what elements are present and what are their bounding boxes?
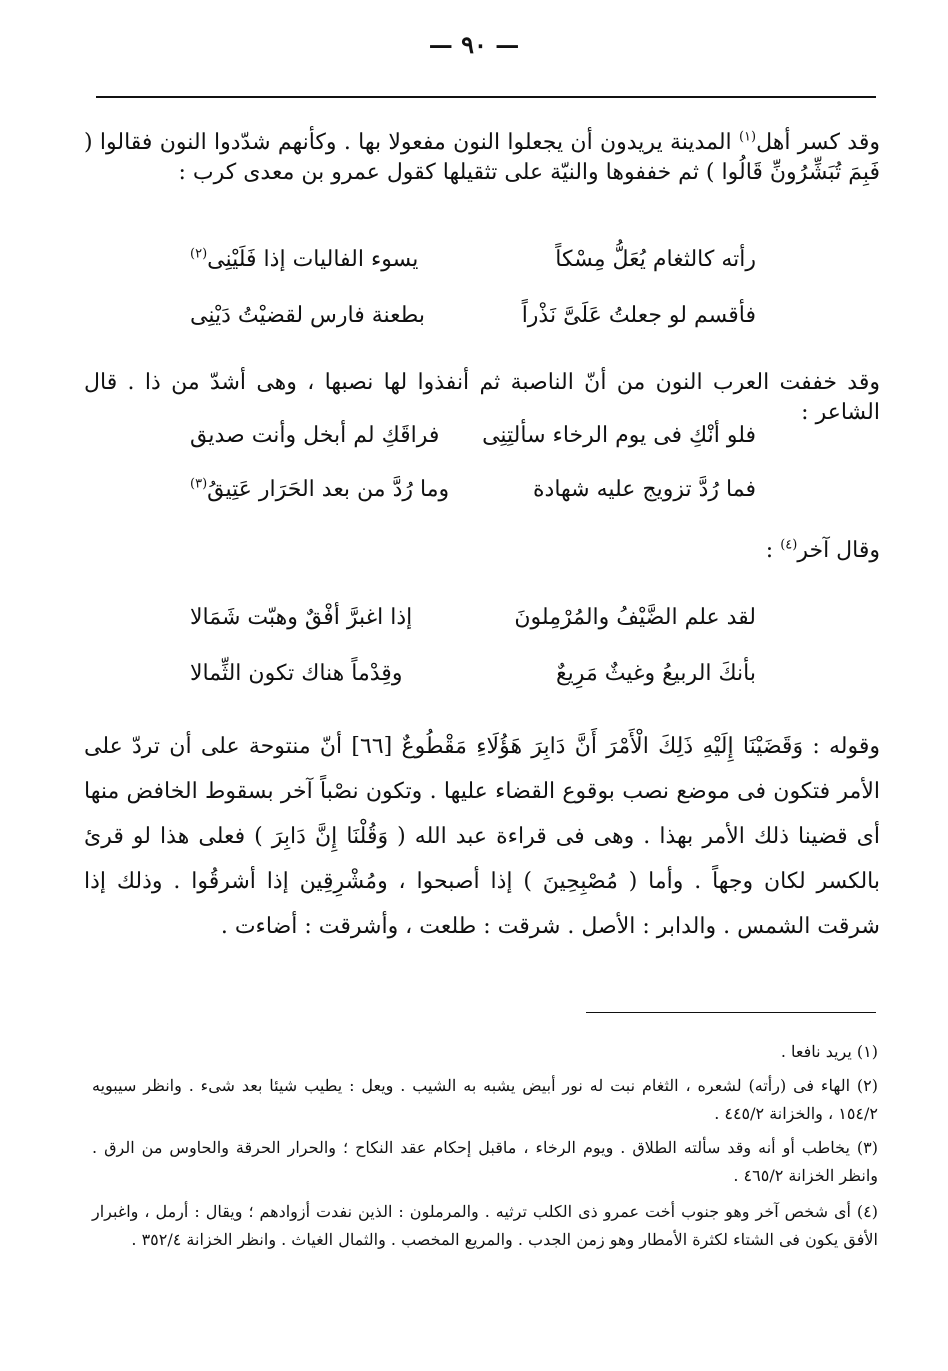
verse-hemistich-first: فما رُدَّ تزويج عليه شهادة: [533, 477, 756, 502]
verse-hemistich-second: [190, 470, 449, 510]
paragraph-qala-akhar: [84, 536, 880, 566]
paragraph-khaffafat: وقد خففت العرب النون من أنّ الناصبة ثم أنفذوا لها نصبها ، وهى أشدّ من ذا . قال الشاعر :: [84, 370, 880, 425]
verse-line: [190, 296, 756, 336]
verse-hemistich-second: فراقَكِ لم أبخل وأنت صديق: [190, 423, 440, 448]
paragraph-qala-akhar-text: وقال آخر: [797, 538, 880, 563]
paragraph-qala-akhar-rest: :: [765, 538, 781, 563]
verse-hemistich-second-text: وما رُدَّ من بعد الحَرَار عَتِيقُ: [207, 477, 450, 502]
footnote-ref-2: (٢): [190, 246, 208, 262]
verse-line: [190, 654, 756, 694]
paragraph-intro-text: وقد كسر أهل: [756, 130, 880, 155]
verse-hemistich-first: رأته كالثغام يُعَلُّ مِسْكاً: [555, 247, 756, 272]
verse-hemistich-first: فلو أنْكِ فى يوم الرخاء سألتِنِى: [482, 423, 756, 448]
footnote-3: (٣) يخاطب أو أنه وقد سألته الطلاق . ويوم الرخاء ، ماقبل إحكام عقد النكاح ؛ والحرار الحرقة والحاوس من الرق . وانظر الخزانة ٤٦٥/٢ .: [92, 1138, 878, 1185]
footnote-ref-4: (٤): [780, 537, 798, 553]
verse-line: [190, 416, 756, 456]
footnote-rule: [586, 1012, 876, 1013]
verse-hemistich-first: بأنكَ الربيعُ وغيثٌ مَرِيعٌ: [555, 661, 756, 686]
verse-hemistich-second: وقِدْماً هناك تكون الثِّمالا: [190, 661, 403, 686]
verse-hemistich-first: فأقسم لو جعلتُ عَلَىَّ نَذْراً: [521, 303, 756, 328]
paragraph-intro-rest: المدينة يريدون أن يجعلوا النون مفعولا بها . وكأنهم شدّدوا النون فقالوا ( فَبِمَ تُبَشِّرُونِّ قَالُوا ) ثم خففوها والنيّة على تثقيلها كقول عمرو بن معدى كرب :: [84, 130, 880, 185]
verse-line: [190, 240, 756, 280]
verse-hemistich-first: لقد علم الضَّيْفُ والمُرْمِلونَ: [514, 605, 756, 630]
paragraph-qawluhu: وقوله : وَقَضَيْنَا إِلَيْهِ ذَلِكَ الْأَمْرَ أَنَّ دَابِرَ هَؤُلَاءِ مَقْطُوعٌ [٦٦] أنّ منتوحة على أن تردّ على الأمر فتكون فى موضع نصب بوقوع القضاء عليها . وتكون نصْباً آخر بسقوط الخافض منها أى قضينا ذلك الأمر بهذا . وهى فى قراءة عبد الله ( وَقُلْنَا إِنَّ دَابِرَ ) فعلى هذا لو قرئ بالكسر لكان وجهاً . وأما ( مُصْبِحِينَ ) إذا أصبحوا ، ومُشْرِقِين إذا أشرقُوا . وذلك إذا شرقت الشمس . والدابر : الأصل . شرقت : طلعت ، وأشرقت : أضاءت .: [84, 734, 880, 939]
verse-hemistich-second-text: يسوء الفاليات إذا فَلَيْنِى: [207, 247, 419, 272]
verse-line: [190, 470, 756, 510]
footnote-ref-1: (١): [738, 129, 757, 145]
header-rule: [96, 96, 876, 98]
footnote-4: (٤) أى شخص آخر وهو جنوب أخت عمرو ذى الكلب ترثيه . والمرملون : الذين نفدت أزوادهم ؛ ويقال : أرمل ، واغبرار الأفق يكون فى الشتاء لكثرة الأمطار وهو زمن الجدب . والمريع المخصب . والثمال الغياث . وانظر الخزانة ٣٥٢/٤ .: [92, 1202, 879, 1249]
footnote-ref-3: (٣): [190, 476, 208, 492]
verse-line: [190, 598, 756, 638]
paragraph-intro: [84, 128, 880, 188]
footnote-1: (١) يريد نافعا .: [780, 1042, 878, 1061]
footnote-2: (٢) الهاء فى (رأته) لشعره ، الثغام نبت له نور أبيض يشبه به الشيب . ويعل : يطيب شيئا بعد شىء . وانظر سيبويه ١٥٤/٢ ، والخزانة ٤٤٥/٢ .: [92, 1076, 878, 1123]
page-number: — ٩٠ —: [428, 30, 520, 59]
verse-hemistich-second: إذا اغبرَّ أفْقٌ وهبّت شَمَالا: [190, 605, 413, 630]
verse-hemistich-second: بطعنة فارس لقضيْتُ دَيْنِى: [190, 303, 425, 328]
verse-hemistich-second: [190, 240, 418, 280]
